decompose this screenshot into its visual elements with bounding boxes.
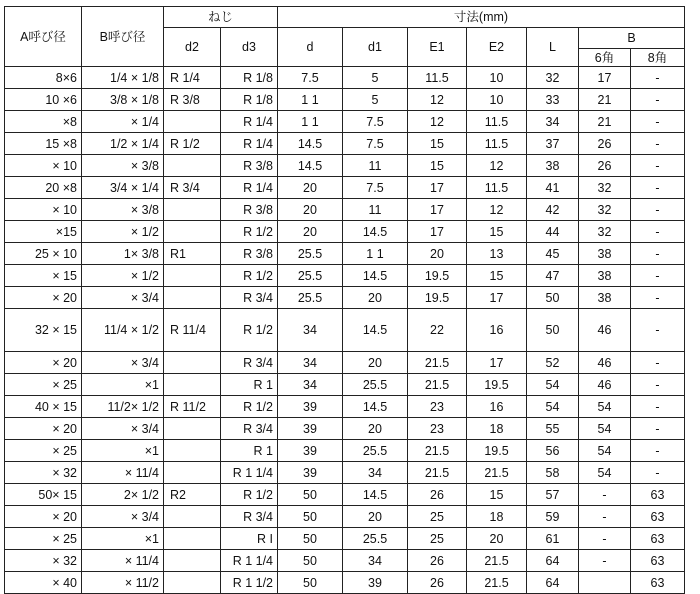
- table-row: [5, 199, 685, 221]
- cell-octagon: -: [631, 67, 685, 89]
- header-b-width: B: [579, 28, 685, 49]
- cell-hex: 26: [579, 155, 631, 177]
- cell-d2: [164, 374, 221, 396]
- cell-d1: 7.5: [343, 133, 408, 155]
- table-row: [5, 221, 685, 243]
- cell-a-size: × 20: [5, 287, 82, 309]
- table-row: [5, 111, 685, 133]
- cell-hex: 38: [579, 287, 631, 309]
- cell-d2: [164, 221, 221, 243]
- cell-e2: 18: [467, 506, 527, 528]
- cell-hex: -: [579, 506, 631, 528]
- cell-e2: 11.5: [467, 133, 527, 155]
- cell-d3: R I: [221, 528, 278, 550]
- table-row: [5, 506, 685, 528]
- cell-e1: 25: [408, 528, 467, 550]
- cell-a-size: 25 × 10: [5, 243, 82, 265]
- cell-d: 7.5: [278, 67, 343, 89]
- cell-e2: 11.5: [467, 177, 527, 199]
- cell-e2: 10: [467, 89, 527, 111]
- cell-d3: R 1 1/4: [221, 550, 278, 572]
- cell-e2: 16: [467, 309, 527, 352]
- cell-octagon: -: [631, 133, 685, 155]
- cell-octagon: -: [631, 199, 685, 221]
- cell-b-size: 2× 1/2: [82, 484, 164, 506]
- cell-e1: 15: [408, 133, 467, 155]
- cell-hex: 54: [579, 418, 631, 440]
- cell-hex: -: [579, 550, 631, 572]
- cell-e1: 17: [408, 221, 467, 243]
- table-row: [5, 243, 685, 265]
- cell-a-size: × 10: [5, 199, 82, 221]
- cell-d2: R2: [164, 484, 221, 506]
- cell-d3: R 3/4: [221, 418, 278, 440]
- cell-hex: 21: [579, 89, 631, 111]
- table-row: [5, 396, 685, 418]
- cell-a-size: × 40: [5, 572, 82, 594]
- cell-octagon: -: [631, 111, 685, 133]
- cell-d1: 39: [343, 572, 408, 594]
- cell-l: 64: [527, 572, 579, 594]
- cell-hex: 46: [579, 374, 631, 396]
- cell-e1: 20: [408, 243, 467, 265]
- cell-a-size: × 32: [5, 462, 82, 484]
- cell-e2: 12: [467, 199, 527, 221]
- cell-d1: 20: [343, 287, 408, 309]
- table-row: [5, 440, 685, 462]
- cell-b-size: 3/4 × 1/4: [82, 177, 164, 199]
- cell-d3: R 1/4: [221, 133, 278, 155]
- cell-octagon: -: [631, 396, 685, 418]
- header-e1: E1: [408, 28, 467, 67]
- table-row: [5, 155, 685, 177]
- cell-l: 64: [527, 550, 579, 572]
- cell-e1: 19.5: [408, 287, 467, 309]
- cell-d1: 14.5: [343, 221, 408, 243]
- cell-e2: 17: [467, 352, 527, 374]
- cell-octagon: -: [631, 374, 685, 396]
- cell-octagon: -: [631, 440, 685, 462]
- cell-e2: 19.5: [467, 440, 527, 462]
- cell-e1: 23: [408, 418, 467, 440]
- cell-d1: 11: [343, 199, 408, 221]
- cell-e1: 17: [408, 177, 467, 199]
- cell-d: 25.5: [278, 243, 343, 265]
- cell-hex: 46: [579, 352, 631, 374]
- cell-hex: -: [579, 484, 631, 506]
- table-row: [5, 572, 685, 594]
- cell-d1: 25.5: [343, 528, 408, 550]
- cell-l: 42: [527, 199, 579, 221]
- cell-b-size: × 1/2: [82, 265, 164, 287]
- cell-e2: 16: [467, 396, 527, 418]
- cell-d2: R 1/2: [164, 133, 221, 155]
- cell-a-size: 40 × 15: [5, 396, 82, 418]
- cell-e1: 21.5: [408, 352, 467, 374]
- header-hex: 6角: [579, 49, 631, 67]
- cell-e1: 12: [408, 89, 467, 111]
- cell-l: 56: [527, 440, 579, 462]
- cell-e1: 21.5: [408, 462, 467, 484]
- cell-e2: 20: [467, 528, 527, 550]
- cell-e1: 21.5: [408, 440, 467, 462]
- cell-d3: R 3/4: [221, 287, 278, 309]
- cell-d: 20: [278, 177, 343, 199]
- cell-d1: 14.5: [343, 484, 408, 506]
- cell-e1: 26: [408, 550, 467, 572]
- cell-e2: 11.5: [467, 111, 527, 133]
- cell-d: 14.5: [278, 133, 343, 155]
- cell-e1: 21.5: [408, 374, 467, 396]
- cell-l: 47: [527, 265, 579, 287]
- cell-hex: 54: [579, 440, 631, 462]
- cell-a-size: ×8: [5, 111, 82, 133]
- table-row: [5, 528, 685, 550]
- cell-d: 1 1: [278, 111, 343, 133]
- cell-d: 34: [278, 309, 343, 352]
- cell-a-size: × 25: [5, 528, 82, 550]
- cell-octagon: -: [631, 265, 685, 287]
- cell-e2: 19.5: [467, 374, 527, 396]
- cell-d3: R 1 1/4: [221, 462, 278, 484]
- cell-l: 45: [527, 243, 579, 265]
- cell-l: 61: [527, 528, 579, 550]
- cell-d: 39: [278, 462, 343, 484]
- header-d: d: [278, 28, 343, 67]
- cell-hex: 21: [579, 111, 631, 133]
- table-row: [5, 484, 685, 506]
- cell-d1: 7.5: [343, 177, 408, 199]
- dimension-table-container: [4, 6, 685, 594]
- cell-d2: [164, 111, 221, 133]
- cell-l: 38: [527, 155, 579, 177]
- cell-a-size: × 20: [5, 418, 82, 440]
- cell-d1: 20: [343, 418, 408, 440]
- cell-d: 14.5: [278, 155, 343, 177]
- cell-hex: 46: [579, 309, 631, 352]
- cell-octagon: -: [631, 243, 685, 265]
- cell-e2: 21.5: [467, 462, 527, 484]
- cell-octagon: 63: [631, 550, 685, 572]
- header-d1: d1: [343, 28, 408, 67]
- table-body: [5, 67, 685, 594]
- header-d3: d3: [221, 28, 278, 67]
- cell-d: 34: [278, 352, 343, 374]
- table-row: [5, 550, 685, 572]
- cell-d3: R 1/2: [221, 396, 278, 418]
- table-row: [5, 265, 685, 287]
- cell-d3: R 3/4: [221, 506, 278, 528]
- cell-d: 25.5: [278, 287, 343, 309]
- cell-a-size: × 15: [5, 265, 82, 287]
- cell-d: 1 1: [278, 89, 343, 111]
- cell-b-size: × 3/8: [82, 199, 164, 221]
- table-row: [5, 133, 685, 155]
- cell-d3: R 3/8: [221, 199, 278, 221]
- cell-a-size: 20 ×8: [5, 177, 82, 199]
- cell-d3: R 1 1/2: [221, 572, 278, 594]
- cell-d2: R 1/4: [164, 67, 221, 89]
- table-row: [5, 67, 685, 89]
- cell-a-size: × 25: [5, 440, 82, 462]
- cell-d1: 20: [343, 506, 408, 528]
- cell-d1: 25.5: [343, 374, 408, 396]
- cell-d3: R 1/2: [221, 309, 278, 352]
- cell-e1: 22: [408, 309, 467, 352]
- cell-octagon: -: [631, 418, 685, 440]
- cell-d1: 11: [343, 155, 408, 177]
- cell-d2: R 11/2: [164, 396, 221, 418]
- cell-b-size: 1/2 × 1/4: [82, 133, 164, 155]
- cell-a-size: 32 × 15: [5, 309, 82, 352]
- cell-b-size: 3/8 × 1/8: [82, 89, 164, 111]
- cell-e2: 15: [467, 221, 527, 243]
- dimension-table: [4, 6, 685, 594]
- cell-e1: 26: [408, 484, 467, 506]
- cell-e2: 18: [467, 418, 527, 440]
- cell-hex: 32: [579, 221, 631, 243]
- table-header: [5, 7, 685, 67]
- cell-octagon: 63: [631, 528, 685, 550]
- cell-d: 25.5: [278, 265, 343, 287]
- header-d2: d2: [164, 28, 221, 67]
- cell-e1: 12: [408, 111, 467, 133]
- cell-d2: [164, 506, 221, 528]
- cell-b-size: × 3/4: [82, 418, 164, 440]
- cell-d1: 5: [343, 89, 408, 111]
- cell-octagon: -: [631, 221, 685, 243]
- cell-hex: [579, 572, 631, 594]
- cell-e2: 15: [467, 265, 527, 287]
- cell-d3: R 1/2: [221, 265, 278, 287]
- cell-octagon: -: [631, 309, 685, 352]
- header-b-size: B呼び径: [82, 7, 164, 67]
- cell-d1: 14.5: [343, 309, 408, 352]
- cell-l: 58: [527, 462, 579, 484]
- cell-hex: 32: [579, 199, 631, 221]
- table-row: [5, 177, 685, 199]
- cell-d2: [164, 462, 221, 484]
- cell-d3: R 1/4: [221, 111, 278, 133]
- cell-l: 54: [527, 396, 579, 418]
- cell-e1: 25: [408, 506, 467, 528]
- cell-hex: 38: [579, 265, 631, 287]
- cell-hex: 26: [579, 133, 631, 155]
- cell-octagon: 63: [631, 572, 685, 594]
- cell-d2: [164, 550, 221, 572]
- cell-a-size: 8×6: [5, 67, 82, 89]
- cell-d3: R 1/8: [221, 67, 278, 89]
- cell-a-size: × 20: [5, 506, 82, 528]
- cell-l: 52: [527, 352, 579, 374]
- cell-hex: 32: [579, 177, 631, 199]
- cell-octagon: -: [631, 177, 685, 199]
- cell-b-size: 1× 3/8: [82, 243, 164, 265]
- cell-d1: 14.5: [343, 396, 408, 418]
- table-row: [5, 374, 685, 396]
- cell-e2: 12: [467, 155, 527, 177]
- cell-l: 59: [527, 506, 579, 528]
- cell-d1: 14.5: [343, 265, 408, 287]
- cell-a-size: 50× 15: [5, 484, 82, 506]
- cell-d2: R 11/4: [164, 309, 221, 352]
- cell-d2: [164, 572, 221, 594]
- cell-d1: 34: [343, 462, 408, 484]
- cell-a-size: × 20: [5, 352, 82, 374]
- cell-d: 50: [278, 506, 343, 528]
- cell-l: 41: [527, 177, 579, 199]
- cell-d1: 5: [343, 67, 408, 89]
- cell-d: 39: [278, 440, 343, 462]
- cell-l: 37: [527, 133, 579, 155]
- cell-d1: 20: [343, 352, 408, 374]
- cell-d: 20: [278, 221, 343, 243]
- cell-d1: 25.5: [343, 440, 408, 462]
- cell-b-size: 11/2× 1/2: [82, 396, 164, 418]
- cell-b-size: 1/4 × 1/8: [82, 67, 164, 89]
- cell-d2: [164, 199, 221, 221]
- cell-b-size: × 3/4: [82, 352, 164, 374]
- cell-octagon: -: [631, 287, 685, 309]
- cell-b-size: × 11/2: [82, 572, 164, 594]
- cell-l: 32: [527, 67, 579, 89]
- cell-a-size: × 25: [5, 374, 82, 396]
- header-l: L: [527, 28, 579, 67]
- cell-e1: 19.5: [408, 265, 467, 287]
- cell-b-size: × 1/2: [82, 221, 164, 243]
- cell-d2: [164, 352, 221, 374]
- cell-d2: [164, 265, 221, 287]
- cell-d3: R 3/4: [221, 352, 278, 374]
- cell-d: 34: [278, 374, 343, 396]
- cell-octagon: 63: [631, 484, 685, 506]
- cell-e2: 10: [467, 67, 527, 89]
- cell-hex: 38: [579, 243, 631, 265]
- cell-d2: R 3/4: [164, 177, 221, 199]
- cell-octagon: -: [631, 352, 685, 374]
- cell-a-size: × 32: [5, 550, 82, 572]
- header-thread: ねじ: [164, 7, 278, 28]
- cell-d: 50: [278, 550, 343, 572]
- cell-d3: R 1: [221, 374, 278, 396]
- cell-b-size: × 3/4: [82, 287, 164, 309]
- cell-d3: R 3/8: [221, 243, 278, 265]
- cell-d1: 1 1: [343, 243, 408, 265]
- cell-b-size: × 11/4: [82, 550, 164, 572]
- cell-d: 50: [278, 484, 343, 506]
- cell-l: 34: [527, 111, 579, 133]
- cell-l: 50: [527, 287, 579, 309]
- cell-e1: 17: [408, 199, 467, 221]
- table-row: [5, 287, 685, 309]
- cell-d3: R 1/2: [221, 221, 278, 243]
- cell-e2: 15: [467, 484, 527, 506]
- cell-octagon: -: [631, 89, 685, 111]
- header-a-size: A呼び径: [5, 7, 82, 67]
- cell-a-size: × 10: [5, 155, 82, 177]
- cell-d3: R 1/8: [221, 89, 278, 111]
- cell-e1: 15: [408, 155, 467, 177]
- cell-d: 50: [278, 528, 343, 550]
- cell-l: 44: [527, 221, 579, 243]
- cell-d1: 34: [343, 550, 408, 572]
- cell-d: 39: [278, 418, 343, 440]
- table-row: [5, 418, 685, 440]
- cell-hex: 54: [579, 462, 631, 484]
- cell-l: 54: [527, 374, 579, 396]
- cell-e1: 26: [408, 572, 467, 594]
- cell-b-size: ×1: [82, 528, 164, 550]
- cell-l: 57: [527, 484, 579, 506]
- cell-a-size: 10 ×6: [5, 89, 82, 111]
- cell-l: 33: [527, 89, 579, 111]
- header-e2: E2: [467, 28, 527, 67]
- cell-l: 50: [527, 309, 579, 352]
- cell-b-size: ×1: [82, 374, 164, 396]
- cell-d: 50: [278, 572, 343, 594]
- cell-d: 20: [278, 199, 343, 221]
- header-dimensions: 寸法(mm): [278, 7, 685, 28]
- cell-d2: [164, 528, 221, 550]
- cell-d: 39: [278, 396, 343, 418]
- header-octagon: 8角: [631, 49, 685, 67]
- cell-b-size: × 1/4: [82, 111, 164, 133]
- cell-d2: R 3/8: [164, 89, 221, 111]
- cell-octagon: -: [631, 462, 685, 484]
- cell-octagon: 63: [631, 506, 685, 528]
- cell-d2: [164, 287, 221, 309]
- cell-e2: 17: [467, 287, 527, 309]
- cell-b-size: × 3/8: [82, 155, 164, 177]
- table-row: [5, 462, 685, 484]
- table-row: [5, 89, 685, 111]
- cell-hex: -: [579, 528, 631, 550]
- cell-e2: 21.5: [467, 550, 527, 572]
- cell-hex: 54: [579, 396, 631, 418]
- cell-b-size: 11/4 × 1/2: [82, 309, 164, 352]
- cell-e2: 13: [467, 243, 527, 265]
- cell-d2: R1: [164, 243, 221, 265]
- table-row: [5, 309, 685, 352]
- cell-d3: R 1/4: [221, 177, 278, 199]
- cell-e2: 21.5: [467, 572, 527, 594]
- cell-b-size: ×1: [82, 440, 164, 462]
- cell-b-size: × 11/4: [82, 462, 164, 484]
- cell-hex: 17: [579, 67, 631, 89]
- cell-d3: R 3/8: [221, 155, 278, 177]
- cell-d3: R 1/2: [221, 484, 278, 506]
- cell-d3: R 1: [221, 440, 278, 462]
- cell-d2: [164, 155, 221, 177]
- cell-octagon: -: [631, 155, 685, 177]
- cell-a-size: 15 ×8: [5, 133, 82, 155]
- cell-a-size: ×15: [5, 221, 82, 243]
- cell-d2: [164, 418, 221, 440]
- table-row: [5, 352, 685, 374]
- cell-e1: 23: [408, 396, 467, 418]
- cell-d2: [164, 440, 221, 462]
- cell-l: 55: [527, 418, 579, 440]
- cell-b-size: × 3/4: [82, 506, 164, 528]
- cell-d1: 7.5: [343, 111, 408, 133]
- cell-e1: 11.5: [408, 67, 467, 89]
